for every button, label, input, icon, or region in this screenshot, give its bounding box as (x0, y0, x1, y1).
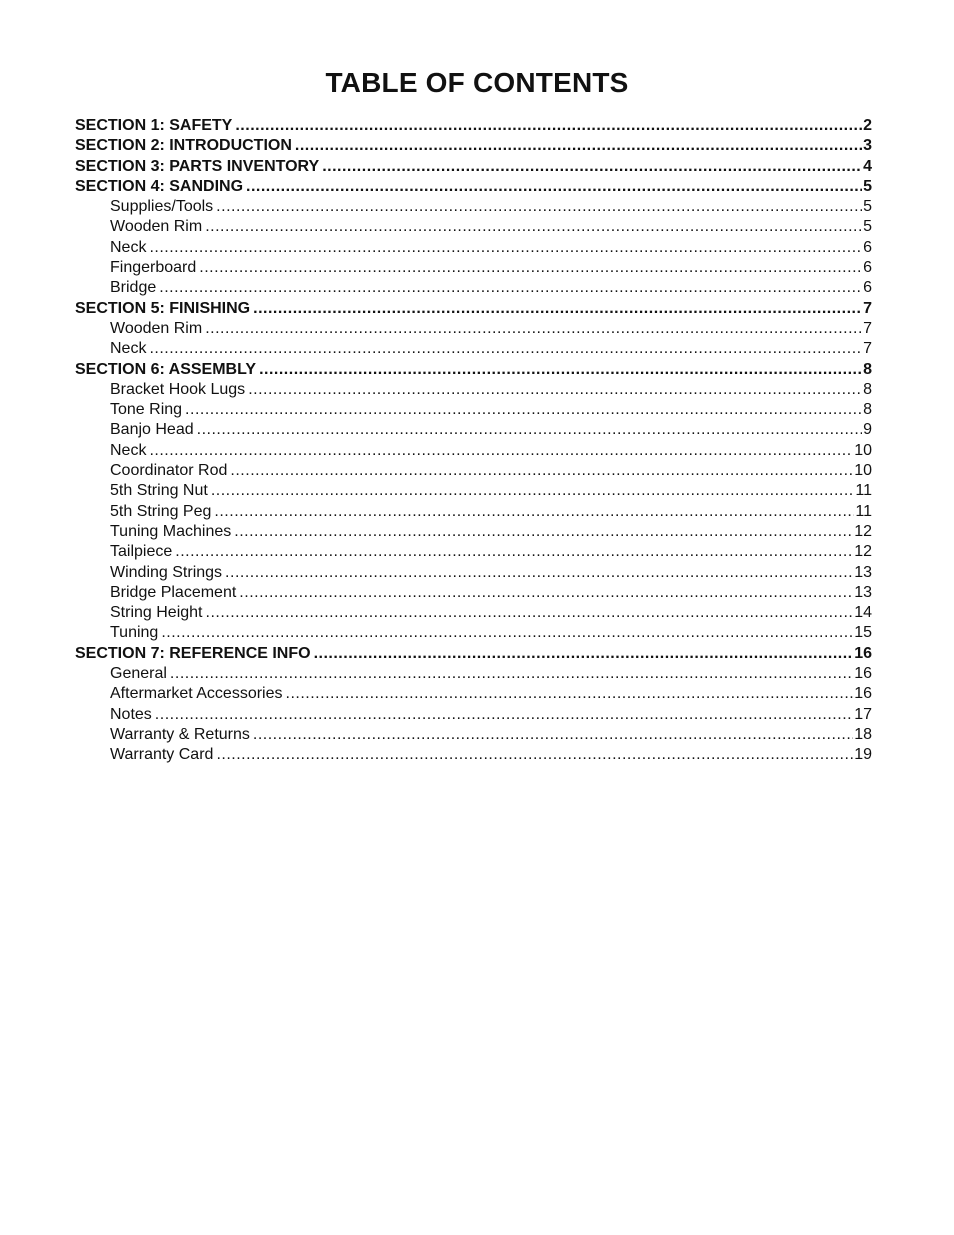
toc-dot-leader (185, 400, 862, 420)
toc-entry-label: Banjo Head (110, 421, 194, 439)
toc-entry-label: General (110, 665, 167, 683)
toc-dot-leader (248, 380, 862, 400)
toc-dot-leader (295, 136, 862, 156)
toc-section-entry[interactable] (75, 116, 872, 136)
toc-subsection-entry[interactable] (75, 380, 872, 400)
toc-entry-label: SECTION 6: ASSEMBLY (75, 360, 257, 378)
toc-subsection-entry[interactable] (75, 319, 872, 339)
toc-dot-leader (246, 177, 862, 197)
toc-subsection-entry[interactable] (75, 563, 872, 583)
toc-section-entry[interactable] (75, 644, 872, 664)
toc-entry-page-number: 5 (863, 198, 872, 216)
toc-entry-page-number: 16 (854, 644, 872, 662)
toc-dot-leader (314, 644, 854, 664)
toc-dot-leader (234, 522, 853, 542)
toc-entry-label: 5th String Peg (110, 502, 212, 520)
toc-entry-label: Bridge (110, 279, 157, 297)
toc-entry-page-number: 5 (863, 218, 872, 236)
toc-entry-page-number: 16 (854, 685, 872, 703)
toc-entry-page-number: 7 (863, 299, 872, 317)
toc-subsection-entry[interactable] (75, 339, 872, 359)
toc-subsection-entry[interactable] (75, 623, 872, 643)
toc-entry-label: Aftermarket Accessories (110, 685, 283, 703)
toc-section-entry[interactable] (75, 299, 872, 319)
toc-subsection-entry[interactable] (75, 745, 872, 765)
toc-entry-page-number: 10 (854, 462, 872, 480)
toc-entry-page-number: 17 (854, 705, 872, 723)
toc-entry-page-number: 13 (854, 583, 872, 601)
toc-entry-label: Neck (110, 238, 147, 256)
toc-entry-label: 5th String Nut (110, 482, 208, 500)
toc-section-entry[interactable] (75, 157, 872, 177)
toc-dot-leader (155, 705, 853, 725)
toc-entry-label: Fingerboard (110, 259, 197, 277)
toc-entry-page-number: 7 (863, 340, 872, 358)
toc-subsection-entry[interactable] (75, 400, 872, 420)
toc-subsection-entry[interactable] (75, 583, 872, 603)
toc-entry-label: Winding Strings (110, 563, 223, 581)
toc-dot-leader (197, 420, 862, 440)
toc-dot-leader (149, 339, 862, 359)
toc-subsection-entry[interactable] (75, 502, 872, 522)
toc-entry-label: Neck (110, 441, 147, 459)
toc-entry-page-number: 14 (854, 604, 872, 622)
toc-subsection-entry[interactable] (75, 238, 872, 258)
toc-dot-leader (239, 583, 853, 603)
toc-dot-leader (149, 238, 862, 258)
toc-dot-leader (225, 563, 853, 583)
toc-entry-label: SECTION 7: REFERENCE INFO (75, 644, 311, 662)
toc-subsection-entry[interactable] (75, 420, 872, 440)
toc-subsection-entry[interactable] (75, 258, 872, 278)
toc-entry-page-number: 11 (855, 502, 872, 520)
toc-entry-label: String Height (110, 604, 203, 622)
toc-entry-label: SECTION 4: SANDING (75, 177, 244, 195)
toc-dot-leader (175, 542, 853, 562)
toc-entry-label: Supplies/Tools (110, 198, 214, 216)
toc-subsection-entry[interactable] (75, 542, 872, 562)
toc-entry-label: SECTION 2: INTRODUCTION (75, 137, 292, 155)
toc-subsection-entry[interactable] (75, 461, 872, 481)
toc-entry-label: Coordinator Rod (110, 462, 228, 480)
toc-dot-leader (253, 299, 862, 319)
toc-subsection-entry[interactable] (75, 522, 872, 542)
toc-dot-leader (286, 684, 854, 704)
toc-entry-label: Tailpiece (110, 543, 173, 561)
toc-entry-page-number: 12 (854, 522, 872, 540)
toc-entry-page-number: 8 (863, 401, 872, 419)
toc-entry-page-number: 4 (863, 157, 872, 175)
toc-entry-page-number: 8 (863, 380, 872, 398)
toc-entry-label: Warranty & Returns (110, 725, 250, 743)
toc-dot-leader (253, 725, 853, 745)
toc-subsection-entry[interactable] (75, 705, 872, 725)
toc-dot-leader (216, 197, 862, 217)
toc-dot-leader (170, 664, 853, 684)
toc-subsection-entry[interactable] (75, 684, 872, 704)
toc-entry-label: Bridge Placement (110, 583, 237, 601)
page-title: TABLE OF CONTENTS (325, 67, 629, 98)
toc-dot-leader (199, 258, 862, 278)
toc-entry-page-number: 10 (854, 441, 872, 459)
toc-dot-leader (322, 157, 862, 177)
toc-subsection-entry[interactable] (75, 725, 872, 745)
toc-entry-page-number: 8 (863, 360, 872, 378)
toc-entry-label: SECTION 3: PARTS INVENTORY (75, 157, 320, 175)
toc-entry-page-number: 16 (854, 665, 872, 683)
toc-dot-leader (205, 319, 862, 339)
toc-entry-label: Tone Ring (110, 401, 183, 419)
toc-entry-page-number: 19 (854, 746, 872, 764)
toc-entry-page-number: 13 (854, 563, 872, 581)
toc-section-entry[interactable] (75, 136, 872, 156)
table-of-contents (75, 116, 872, 766)
toc-dot-leader (216, 745, 853, 765)
toc-entry-page-number: 6 (863, 259, 872, 277)
toc-entry-page-number: 18 (854, 725, 872, 743)
toc-subsection-entry[interactable] (75, 197, 872, 217)
toc-entry-label: Tuning (110, 624, 159, 642)
toc-entry-label: Wooden Rim (110, 319, 203, 337)
toc-dot-leader (214, 502, 854, 522)
toc-entry-page-number: 11 (855, 482, 872, 500)
toc-section-entry[interactable] (75, 177, 872, 197)
toc-subsection-entry[interactable] (75, 217, 872, 237)
toc-entry-page-number: 9 (863, 421, 872, 439)
toc-subsection-entry[interactable] (75, 664, 872, 684)
toc-entry-page-number: 2 (863, 117, 872, 134)
toc-entry-page-number: 6 (863, 279, 872, 297)
toc-dot-leader (259, 360, 862, 380)
toc-dot-leader (211, 481, 855, 501)
toc-subsection-entry[interactable] (75, 441, 872, 461)
toc-entry-label: SECTION 1: SAFETY (75, 117, 233, 134)
toc-subsection-entry[interactable] (75, 481, 872, 501)
toc-entry-page-number: 3 (863, 137, 872, 155)
toc-entry-label: Tuning Machines (110, 522, 232, 540)
toc-entry-label: Warranty Card (110, 746, 214, 764)
toc-dot-leader (161, 623, 853, 643)
toc-entry-label: SECTION 5: FINISHING (75, 299, 251, 317)
toc-dot-leader (235, 116, 862, 136)
toc-dot-leader (206, 603, 854, 623)
toc-entry-page-number: 7 (863, 319, 872, 337)
toc-entry-page-number: 5 (863, 177, 872, 195)
toc-entry-label: Neck (110, 340, 147, 358)
toc-subsection-entry[interactable] (75, 278, 872, 298)
toc-section-entry[interactable] (75, 360, 872, 380)
toc-entry-label: Notes (110, 705, 152, 723)
toc-entry-page-number: 6 (863, 238, 872, 256)
toc-dot-leader (205, 217, 862, 237)
toc-entry-page-number: 12 (854, 543, 872, 561)
toc-dot-leader (149, 441, 853, 461)
toc-entry-label: Wooden Rim (110, 218, 203, 236)
toc-dot-leader (230, 461, 853, 481)
toc-entry-page-number: 15 (854, 624, 872, 642)
toc-subsection-entry[interactable] (75, 603, 872, 623)
toc-dot-leader (159, 278, 862, 298)
toc-entry-label: Bracket Hook Lugs (110, 380, 246, 398)
